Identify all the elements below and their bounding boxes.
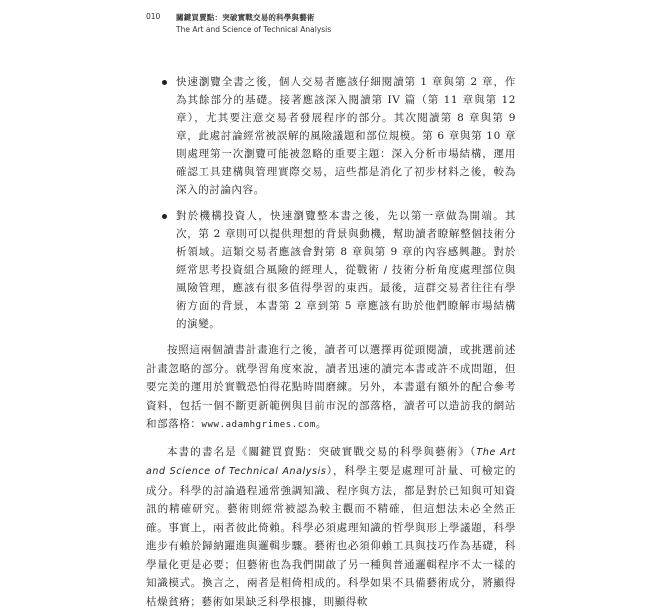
paragraph: [146, 443, 516, 611]
paragraph-text: 按照這兩個讀書計畫進行之後，讀者可以選擇再從頭閱讀，或挑選前述計畫忽略的部分。就學習角度來說，讀者迅速的讀完本書或許不成問題，但要完美的運用於實戰恐怕得花點時間磨練。另外，本書還有額外的配合參考資料，包括一個不斷更新範例與目前市況的部落格，讀者可以造訪我的網站和部落格：: [146, 344, 516, 430]
page-number: 010: [146, 12, 176, 21]
page-body: [146, 73, 516, 611]
paragraph-end: 。: [316, 418, 327, 430]
list-item-text: 對於機構投資人，快速瀏覽整本書之後，先以第一章做為開端。其次，第 2 章則可以提供理想的背景與動機，幫助讀者瞭解整個技術分析領域。這類交易者應該會對第 8 章與第 9 章的內容感興趣。對於經常思考投資組合風險的經理人，從戰術 / 技術分析角度處理部位與風險管理，應該有很多值得學習的東西。最後，這群交易者往往有學術方面的背景，本書第 2 章到第 5 章應該有助於他們瞭解市場結構的演變。: [176, 210, 516, 330]
running-header: [146, 12, 566, 34]
book-title-en: The Art and Science of Technical Analysis: [176, 25, 331, 34]
reading-plan-list: [146, 73, 516, 333]
list-item-text: 快速瀏覽全書之後，個人交易者應該仔細閱讀第 1 章與第 2 章，作為其餘部分的基礎。接著應該深入閱讀第 IV 篇（第 11 章與第 12 章），尤其要注意交易者發展程序的部分。其次閱讀第 8 章與第 9 章，此處討論經常被誤解的風險議題和部位規模。第 6 章與第 10 章則處理第一次瀏覽可能被忽略的重要主題：深入分析市場結構，運用確認工具建構與管理實際交易，這些都是消化了初步材料之後，較為深入的討論內容。: [176, 76, 516, 196]
paragraph: [146, 341, 516, 435]
bullet-icon: [162, 80, 167, 85]
header-row: [146, 12, 566, 34]
header-titles: [176, 12, 331, 34]
english-book-title: The Art and Science of Technical Analysis: [146, 447, 516, 478]
website-link[interactable]: www.adamhgrimes.com: [202, 420, 316, 430]
book-title-zh: 關鍵買賣點：突破實戰交易的科學與藝術: [176, 12, 331, 23]
list-item: [146, 207, 516, 333]
paragraph-text: ），科學主要是處理可計量、可檢定的成分。科學的討論過程通常強調知識、程序與方法，都是對於已知與可知資訊的精確研究。藝術則經常被認為較主觀而不精確，但這想法未必全然正確。事實上，兩者彼此倚賴。科學必須處理知識的哲學與形上學議題，科學進步有賴於歸納躍進與邏輯步驟。藝術也必須仰賴工具與技巧作為基礎，科學量化更是必要；但藝術也為我們開啟了另一種與普通邏輯程序不太一樣的知識模式。換言之，兩者是相倚相成的。科學如果不具備藝術成分，將顯得枯燥貧瘠；藝術如果缺乏科學根據，則顯得軟: [146, 465, 516, 608]
bullet-icon: [162, 214, 167, 219]
list-item: [146, 73, 516, 199]
paragraph-text: 本書的書名是《關鍵買賣點：突破實戰交易的科學與藝術》（: [167, 446, 476, 458]
